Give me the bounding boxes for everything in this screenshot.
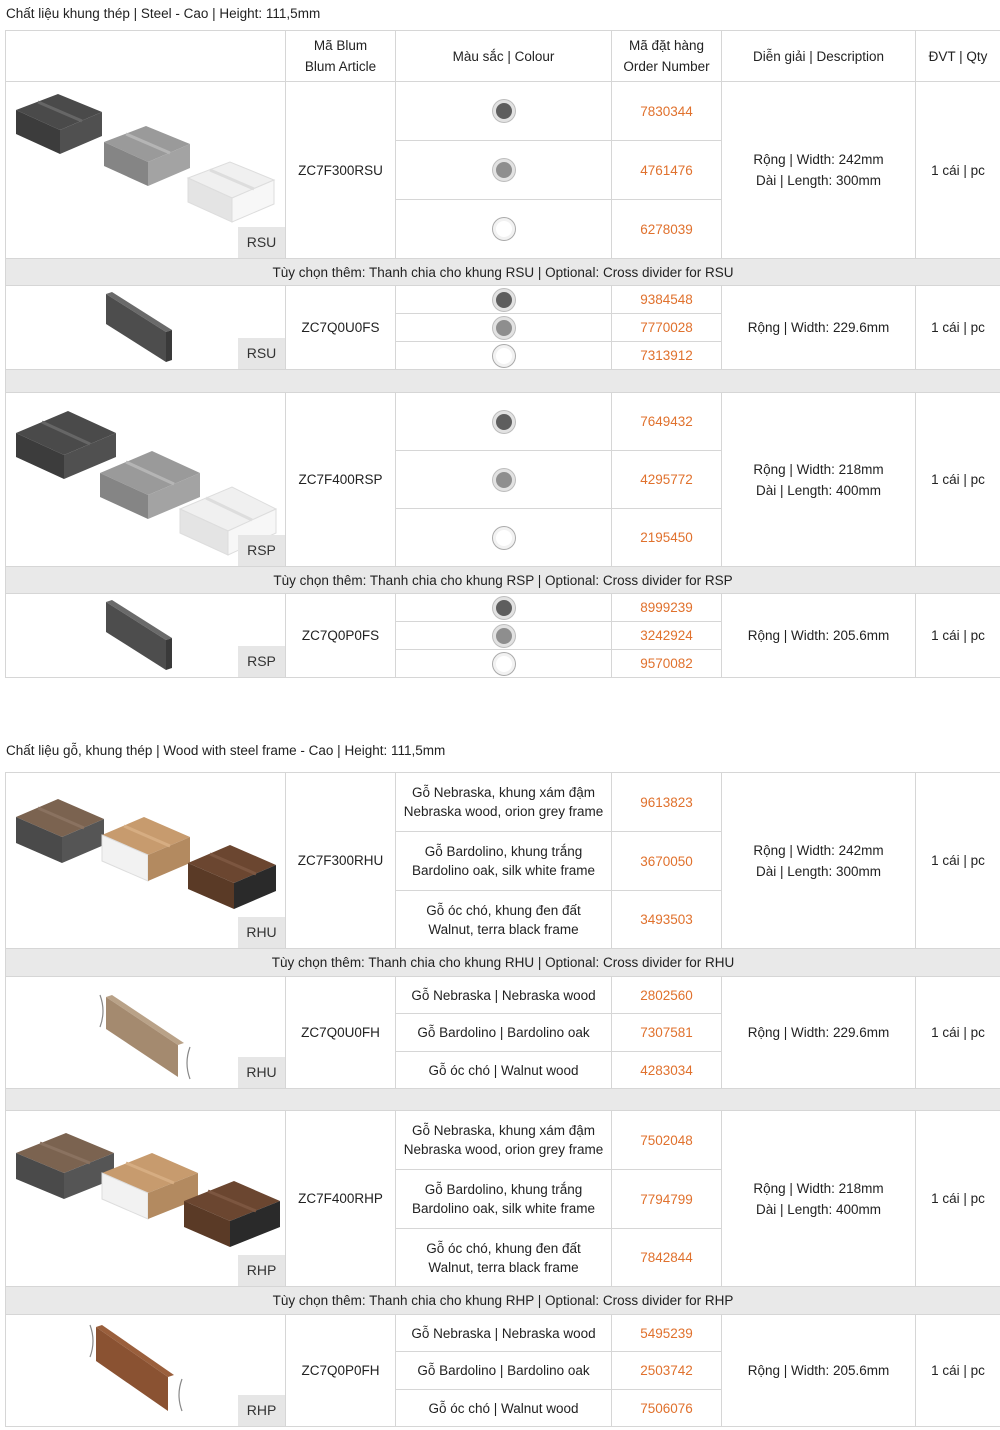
colour-swatch-cell bbox=[396, 393, 612, 451]
quantity: 1 cái | pc bbox=[916, 286, 1000, 370]
order-number: 2195450 bbox=[612, 509, 722, 567]
product-image-rhp bbox=[6, 1111, 286, 1287]
product-image-rsp bbox=[6, 393, 286, 567]
order-number: 7842844 bbox=[612, 1229, 722, 1287]
nebraska-frame bbox=[16, 799, 104, 863]
quantity: 1 cái | pc bbox=[916, 1111, 1000, 1287]
colour-label: Gỗ Nebraska | Nebraska wood bbox=[396, 1315, 612, 1352]
dark-grey-swatch-icon bbox=[493, 597, 515, 619]
walnut-frame bbox=[184, 1181, 280, 1247]
order-number: 9613823 bbox=[612, 773, 722, 832]
article-number: ZC7Q0U0FS bbox=[286, 286, 396, 370]
wood-table bbox=[5, 772, 1000, 1427]
spacer-row bbox=[6, 1089, 1000, 1111]
divider-image-rhu bbox=[6, 977, 286, 1089]
steel-section-title: Chất liệu khung thép | Steel - Cao | Height: 111,5mm bbox=[6, 6, 321, 21]
wood-section-title: Chất liệu gỗ, khung thép | Wood with steel frame - Cao | Height: 111,5mm bbox=[6, 743, 446, 758]
divider-image-rsp bbox=[6, 594, 286, 678]
colour-swatch-cell bbox=[396, 594, 612, 622]
quantity: 1 cái | pc bbox=[916, 1315, 1000, 1427]
quantity: 1 cái | pc bbox=[916, 977, 1000, 1089]
table-row bbox=[6, 286, 1000, 314]
order-number: 9570082 bbox=[612, 650, 722, 678]
product-tag: RSU bbox=[238, 227, 285, 258]
colour-swatch-cell bbox=[396, 509, 612, 567]
order-number: 2503742 bbox=[612, 1352, 722, 1390]
divider-image-rhp bbox=[6, 1315, 286, 1427]
white-swatch-icon bbox=[493, 653, 515, 675]
product-tag: RSP bbox=[238, 535, 285, 566]
divider-image-rsu bbox=[6, 286, 286, 370]
header-colour: Màu sắc | Colour bbox=[396, 31, 612, 82]
option-row bbox=[6, 567, 1000, 594]
white-frame bbox=[188, 162, 274, 222]
description: Rộng | Width: 229.6mm bbox=[722, 977, 916, 1089]
order-number: 3242924 bbox=[612, 622, 722, 650]
product-tag: RSU bbox=[238, 338, 285, 369]
colour-label: Gỗ Bardolino | Bardolino oak bbox=[396, 1014, 612, 1052]
option-row bbox=[6, 259, 1000, 286]
colour-label: Gỗ Bardolino, khung trắng Bardolino oak, silk white frame bbox=[396, 832, 612, 891]
description: Rộng | Width: 218mm Dài | Length: 400mm bbox=[722, 1111, 916, 1287]
table-row bbox=[6, 82, 1000, 141]
colour-label: Gỗ óc chó, khung đen đất Walnut, terra black frame bbox=[396, 891, 612, 949]
article-number: ZC7Q0P0FH bbox=[286, 1315, 396, 1427]
order-number: 7770028 bbox=[612, 314, 722, 342]
order-number: 4295772 bbox=[612, 451, 722, 509]
product-tag: RHP bbox=[238, 1395, 285, 1426]
option-text: Tùy chọn thêm: Thanh chia cho khung RSP | Optional: Cross divider for RSP bbox=[6, 567, 1000, 594]
option-text: Tùy chọn thêm: Thanh chia cho khung RSU | Optional: Cross divider for RSU bbox=[6, 259, 1000, 286]
product-tag: RSP bbox=[238, 646, 285, 677]
dark-grey-swatch-icon bbox=[493, 100, 515, 122]
table-row bbox=[6, 977, 1000, 1014]
table-row bbox=[6, 1315, 1000, 1352]
order-number: 6278039 bbox=[612, 200, 722, 259]
colour-swatch-cell bbox=[396, 650, 612, 678]
table-row bbox=[6, 393, 1000, 451]
order-number: 7830344 bbox=[612, 82, 722, 141]
order-number: 3493503 bbox=[612, 891, 722, 949]
steel-table bbox=[5, 30, 1000, 678]
product-tag: RHU bbox=[238, 917, 285, 948]
dark-frame bbox=[16, 411, 116, 479]
dark-frame bbox=[16, 94, 102, 154]
article-number: ZC7F300RHU bbox=[286, 773, 396, 949]
option-row bbox=[6, 949, 1000, 977]
colour-swatch-cell bbox=[396, 200, 612, 259]
description: Rộng | Width: 205.6mm bbox=[722, 1315, 916, 1427]
colour-label: Gỗ Nebraska, khung xám đậm Nebraska wood, orion grey frame bbox=[396, 1111, 612, 1170]
nebraska-frame bbox=[16, 1133, 114, 1199]
header-article: Mã Blum Blum Article bbox=[286, 31, 396, 82]
article-number: ZC7Q0U0FH bbox=[286, 977, 396, 1089]
article-number: ZC7Q0P0FS bbox=[286, 594, 396, 678]
order-number: 2802560 bbox=[612, 977, 722, 1014]
order-number: 7307581 bbox=[612, 1014, 722, 1052]
colour-swatch-cell bbox=[396, 141, 612, 200]
colour-label: Gỗ Bardolino, khung trắng Bardolino oak, silk white frame bbox=[396, 1170, 612, 1229]
order-number: 4283034 bbox=[612, 1052, 722, 1089]
header-description: Diễn giải | Description bbox=[722, 31, 916, 82]
order-number: 3670050 bbox=[612, 832, 722, 891]
description: Rộng | Width: 229.6mm bbox=[722, 286, 916, 370]
option-text: Tùy chọn thêm: Thanh chia cho khung RHU | Optional: Cross divider for RHU bbox=[6, 949, 1000, 977]
header-image bbox=[6, 31, 286, 82]
description: Rộng | Width: 242mm Dài | Length: 300mm bbox=[722, 773, 916, 949]
walnut-frame bbox=[188, 845, 276, 909]
article-number: ZC7F400RSP bbox=[286, 393, 396, 567]
option-text: Tùy chọn thêm: Thanh chia cho khung RHP | Optional: Cross divider for RHP bbox=[6, 1287, 1000, 1315]
order-number: 9384548 bbox=[612, 286, 722, 314]
order-number: 8999239 bbox=[612, 594, 722, 622]
order-number: 4761476 bbox=[612, 141, 722, 200]
grey-swatch-icon bbox=[493, 317, 515, 339]
description: Rộng | Width: 205.6mm bbox=[722, 594, 916, 678]
grey-swatch-icon bbox=[493, 625, 515, 647]
colour-swatch-cell bbox=[396, 342, 612, 370]
white-swatch-icon bbox=[493, 345, 515, 367]
dark-grey-swatch-icon bbox=[493, 411, 515, 433]
quantity: 1 cái | pc bbox=[916, 82, 1000, 259]
order-number: 7649432 bbox=[612, 393, 722, 451]
bardolino-frame bbox=[102, 817, 190, 881]
colour-swatch-cell bbox=[396, 314, 612, 342]
product-tag: RHP bbox=[238, 1255, 285, 1286]
quantity: 1 cái | pc bbox=[916, 773, 1000, 949]
colour-swatch-cell bbox=[396, 622, 612, 650]
grey-swatch-icon bbox=[493, 469, 515, 491]
quantity: 1 cái | pc bbox=[916, 594, 1000, 678]
grey-swatch-icon bbox=[493, 159, 515, 181]
header-order: Mã đặt hàng Order Number bbox=[612, 31, 722, 82]
product-image-rhu bbox=[6, 773, 286, 949]
description: Rộng | Width: 218mm Dài | Length: 400mm bbox=[722, 393, 916, 567]
colour-label: Gỗ óc chó | Walnut wood bbox=[396, 1052, 612, 1089]
order-number: 7794799 bbox=[612, 1170, 722, 1229]
quantity: 1 cái | pc bbox=[916, 393, 1000, 567]
spacer-row bbox=[6, 370, 1000, 393]
colour-label: Gỗ Nebraska, khung xám đậm Nebraska wood, orion grey frame bbox=[396, 773, 612, 832]
colour-label: Gỗ óc chó | Walnut wood bbox=[396, 1390, 612, 1427]
product-image-rsu bbox=[6, 82, 286, 259]
option-row bbox=[6, 1287, 1000, 1315]
bardolino-frame bbox=[102, 1153, 198, 1219]
grey-frame bbox=[104, 126, 190, 186]
colour-swatch-cell bbox=[396, 82, 612, 141]
colour-label: Gỗ Bardolino | Bardolino oak bbox=[396, 1352, 612, 1390]
product-tag: RHU bbox=[238, 1057, 285, 1088]
colour-swatch-cell bbox=[396, 451, 612, 509]
colour-label: Gỗ Nebraska | Nebraska wood bbox=[396, 977, 612, 1014]
table-header-row bbox=[6, 31, 1000, 82]
dark-grey-swatch-icon bbox=[493, 289, 515, 311]
order-number: 5495239 bbox=[612, 1315, 722, 1352]
article-number: ZC7F300RSU bbox=[286, 82, 396, 259]
order-number: 7502048 bbox=[612, 1111, 722, 1170]
header-qty: ĐVT | Qty bbox=[916, 31, 1000, 82]
description: Rộng | Width: 242mm Dài | Length: 300mm bbox=[722, 82, 916, 259]
article-number: ZC7F400RHP bbox=[286, 1111, 396, 1287]
white-swatch-icon bbox=[493, 527, 515, 549]
order-number: 7313912 bbox=[612, 342, 722, 370]
order-number: 7506076 bbox=[612, 1390, 722, 1427]
colour-swatch-cell bbox=[396, 286, 612, 314]
table-row bbox=[6, 594, 1000, 622]
table-row bbox=[6, 773, 1000, 832]
white-swatch-icon bbox=[493, 218, 515, 240]
table-row bbox=[6, 1111, 1000, 1170]
colour-label: Gỗ óc chó, khung đen đất Walnut, terra black frame bbox=[396, 1229, 612, 1287]
